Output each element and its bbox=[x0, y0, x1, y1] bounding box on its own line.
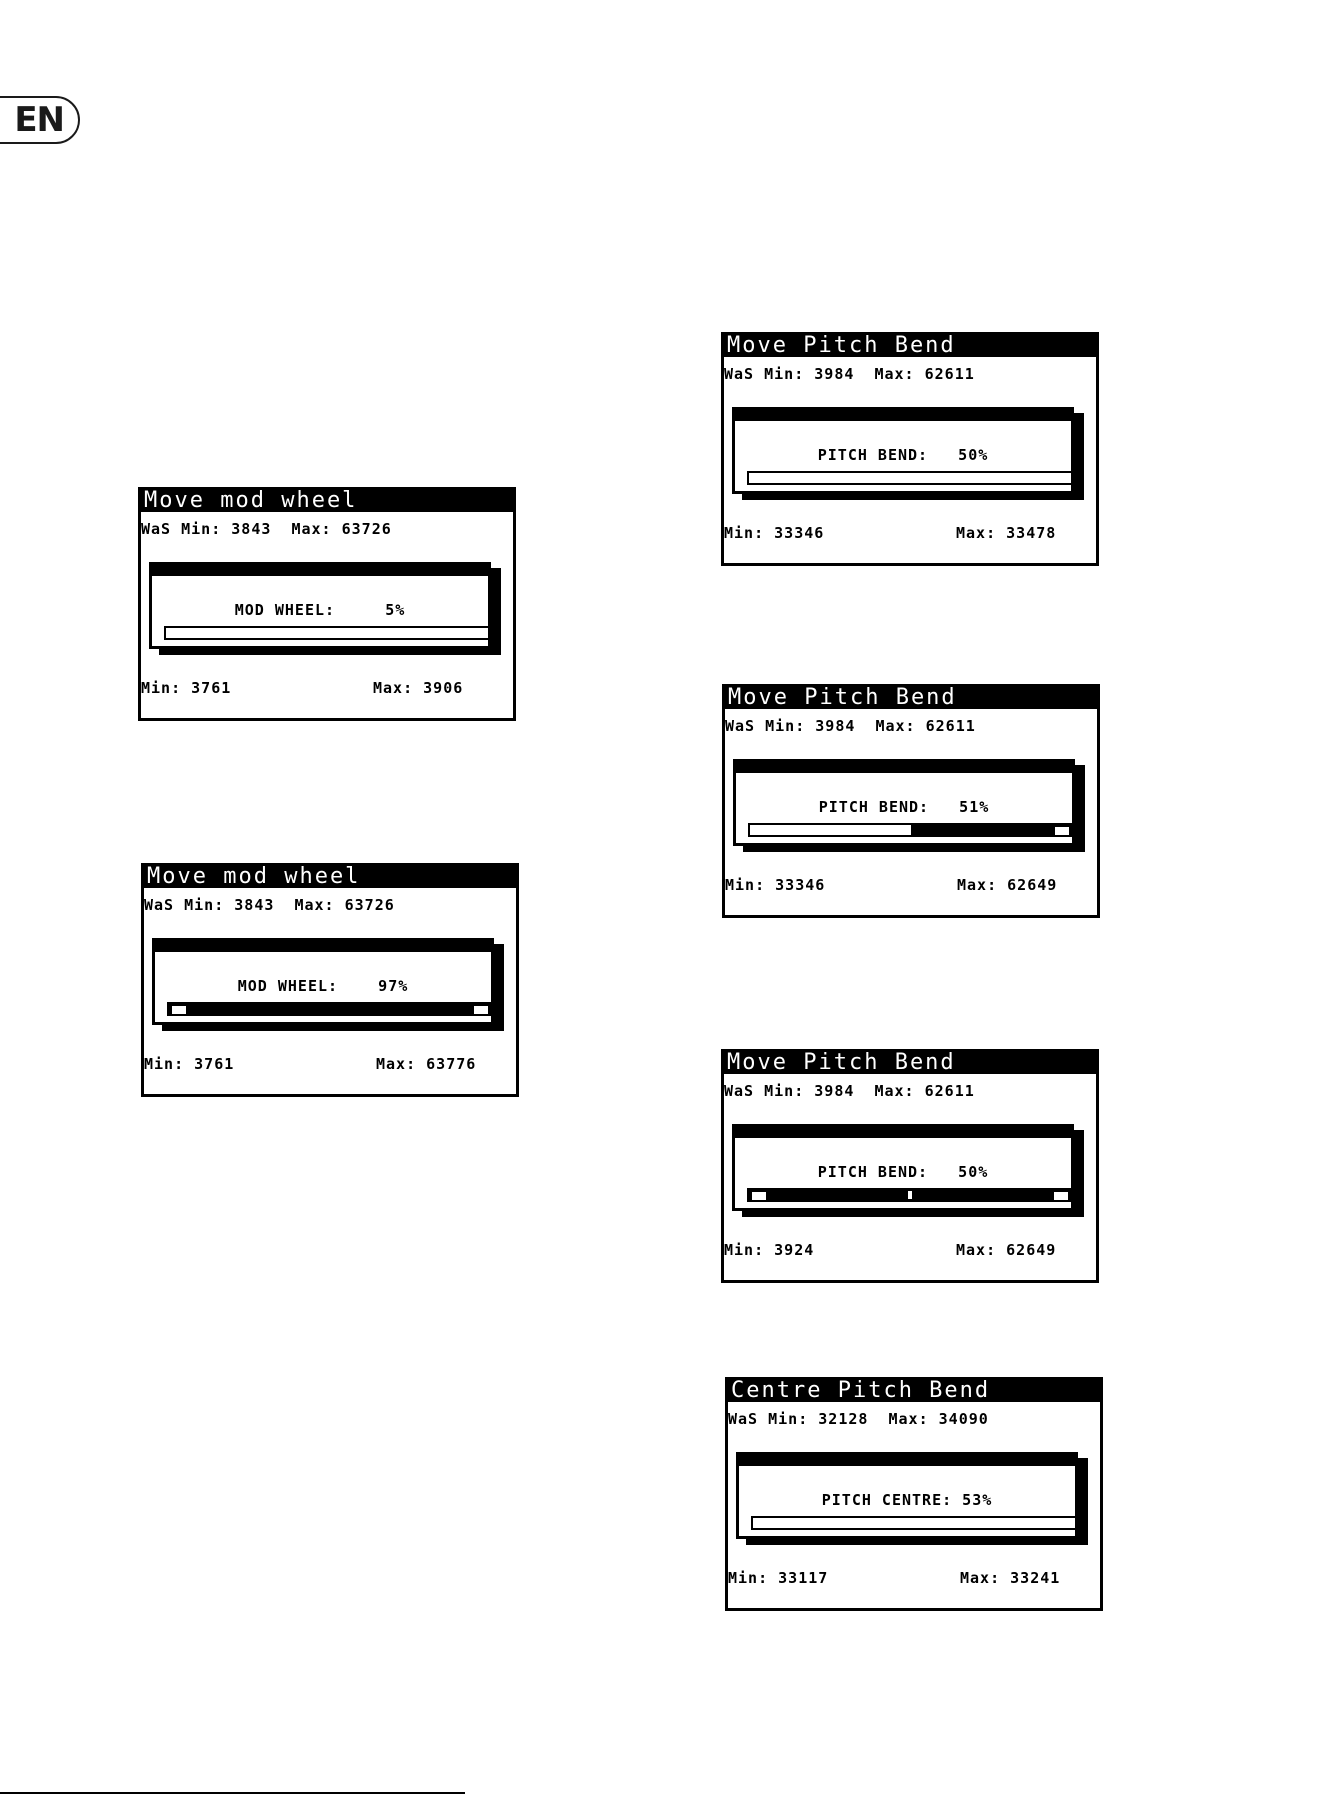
bar-end-cap-left bbox=[171, 1005, 187, 1015]
bar-fill bbox=[169, 1004, 491, 1014]
bar-end-cap-right bbox=[1054, 826, 1070, 836]
max-readout: Max: 33478 bbox=[956, 524, 1057, 542]
screen-title: Move Pitch Bend bbox=[725, 687, 1097, 709]
language-badge: EN bbox=[0, 96, 80, 144]
value-label: PITCH CENTRE: 53% bbox=[821, 1491, 993, 1509]
footer-rule bbox=[0, 1792, 465, 1794]
centre-pitch-bend-screen bbox=[725, 1377, 1103, 1611]
screen-title: Move mod wheel bbox=[141, 490, 513, 512]
was-range-readout: WaS Min: 3843 Max: 63726 bbox=[141, 520, 392, 538]
mod-wheel-screen-low bbox=[138, 487, 516, 721]
pitch-bend-screen-initial bbox=[721, 332, 1099, 566]
level-bar bbox=[167, 1002, 493, 1016]
bar-end-cap-right bbox=[1053, 1191, 1069, 1201]
was-range-readout: WaS Min: 32128 Max: 34090 bbox=[728, 1410, 989, 1428]
min-readout: Min: 33346 bbox=[724, 524, 825, 542]
value-dialog bbox=[149, 562, 501, 655]
max-readout: Max: 33241 bbox=[960, 1569, 1061, 1587]
value-label: MOD WHEEL: 5% bbox=[234, 601, 406, 619]
screen-title: Move mod wheel bbox=[144, 866, 516, 888]
bar-center-marker bbox=[908, 1191, 912, 1199]
pitch-bend-screen-up bbox=[722, 684, 1100, 918]
level-bar bbox=[747, 471, 1073, 485]
max-readout: Max: 62649 bbox=[956, 1241, 1057, 1259]
max-readout: Max: 63776 bbox=[376, 1055, 477, 1073]
min-readout: Min: 3924 bbox=[724, 1241, 815, 1259]
value-dialog bbox=[733, 759, 1085, 852]
value-label: PITCH BEND: 51% bbox=[818, 798, 990, 816]
bar-end-cap-left bbox=[751, 1191, 767, 1201]
max-readout: Max: 62649 bbox=[957, 876, 1058, 894]
bar-end-cap-right bbox=[473, 1005, 489, 1015]
value-dialog bbox=[732, 1124, 1084, 1217]
min-readout: Min: 33117 bbox=[728, 1569, 829, 1587]
min-readout: Min: 3761 bbox=[144, 1055, 235, 1073]
screen-title: Move Pitch Bend bbox=[724, 335, 1096, 357]
value-dialog bbox=[152, 938, 504, 1031]
value-label: PITCH BEND: 50% bbox=[817, 446, 989, 464]
max-readout: Max: 3906 bbox=[373, 679, 464, 697]
level-bar bbox=[747, 1188, 1073, 1202]
was-range-readout: WaS Min: 3984 Max: 62611 bbox=[724, 365, 975, 383]
was-range-readout: WaS Min: 3843 Max: 63726 bbox=[144, 896, 395, 914]
level-bar bbox=[164, 626, 490, 640]
screen-title: Move Pitch Bend bbox=[724, 1052, 1096, 1074]
was-range-readout: WaS Min: 3984 Max: 62611 bbox=[725, 717, 976, 735]
value-dialog bbox=[732, 407, 1084, 500]
was-range-readout: WaS Min: 3984 Max: 62611 bbox=[724, 1082, 975, 1100]
min-readout: Min: 33346 bbox=[725, 876, 826, 894]
value-label: PITCH BEND: 50% bbox=[817, 1163, 989, 1181]
mod-wheel-screen-high bbox=[141, 863, 519, 1097]
value-label: MOD WHEEL: 97% bbox=[237, 977, 409, 995]
screen-title: Centre Pitch Bend bbox=[728, 1380, 1100, 1402]
bar-fill bbox=[911, 825, 1072, 835]
min-readout: Min: 3761 bbox=[141, 679, 232, 697]
value-dialog bbox=[736, 1452, 1088, 1545]
level-bar bbox=[751, 1516, 1077, 1530]
level-bar bbox=[748, 823, 1074, 837]
pitch-bend-screen-full bbox=[721, 1049, 1099, 1283]
